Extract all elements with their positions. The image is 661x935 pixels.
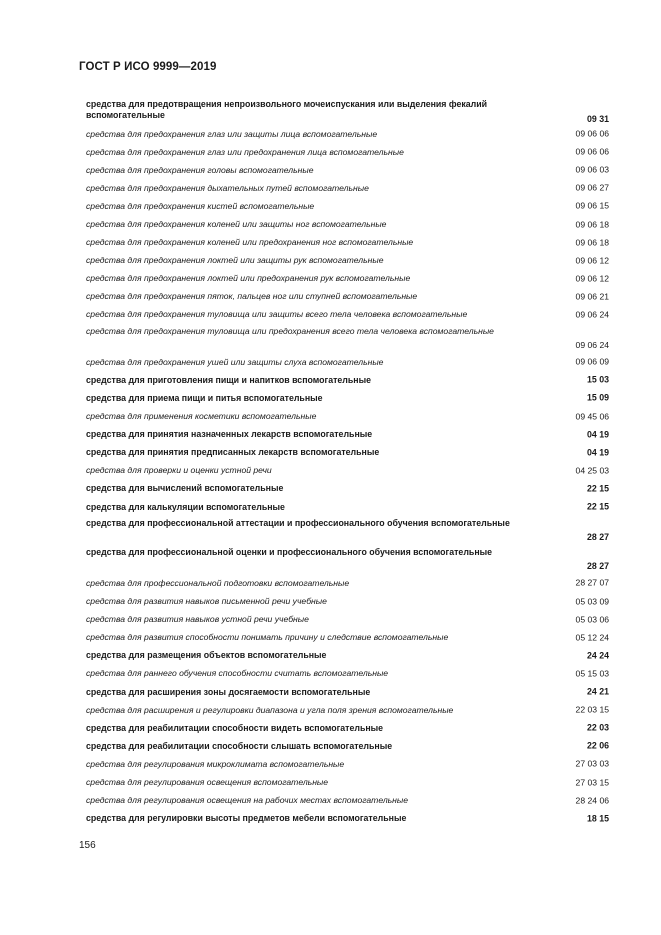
index-entry <box>86 408 609 426</box>
index-entry-code: 05 03 06 <box>575 614 609 625</box>
index-entry-code: 24 24 <box>586 650 609 661</box>
index-entry-term: средства для предохранения дыхательных путей вспомогательные <box>86 182 369 193</box>
index-entry <box>86 143 609 161</box>
index-entry-term: средства для принятия назначенных лекарств вспомогательные <box>86 429 373 440</box>
index-entry-code: 04 19 <box>586 429 609 440</box>
index-entry <box>86 270 609 288</box>
index-entry <box>86 665 609 683</box>
index-entry-term: средства для предохранения головы вспомогательные <box>86 164 314 175</box>
index-entry-code: 09 06 18 <box>575 237 609 248</box>
index-entry <box>86 444 609 462</box>
index-entry-code: 27 03 03 <box>575 758 609 769</box>
index-entry-code: 27 03 15 <box>575 777 609 788</box>
index-entry-term: средства для профессиональной аттестации и профессионального обучения вспомогательные <box>86 518 510 529</box>
index-entry-term: средства для предохранения глаз или защиты лица вспомогательные <box>86 128 378 139</box>
index-entry <box>86 498 609 516</box>
index-entry-term: средства для регулировки высоты предметов мебели вспомогательные <box>86 813 407 824</box>
index-entry <box>86 737 609 755</box>
index-entry-code: 09 06 27 <box>575 182 609 193</box>
index-entry-code: 09 31 <box>586 114 609 124</box>
index-entry-term: средства для предохранения локтей или защиты рук вспомогательные <box>86 255 384 266</box>
index-entry <box>86 810 609 828</box>
index-entry <box>86 480 609 498</box>
index-entry <box>86 125 609 143</box>
index-entry-code: 09 06 03 <box>575 164 609 175</box>
index-entry <box>86 426 609 444</box>
index-entry <box>86 389 609 407</box>
index-entry-term: средства для расширения и регулировки диапазона и угла поля зрения вспомогательные <box>86 704 454 715</box>
index-entry-term: средства для предохранения коленей или предохранения ног вспомогательные <box>86 237 414 248</box>
index-entry-term: средства для предотвращения непроизвольного мочеиспускания или выделения фекалий вспомогательные <box>86 99 488 120</box>
index-entry <box>86 371 609 389</box>
index-entry-term: средства для принятия предписанных лекарств вспомогательные <box>86 447 380 458</box>
index-entry-code: 05 15 03 <box>575 668 609 679</box>
index-entry <box>86 215 609 233</box>
index-entry <box>86 197 609 215</box>
index-entry-term: средства для реабилитации способности видеть вспомогательные <box>86 722 384 733</box>
index-entry-list <box>86 99 609 828</box>
index-entry <box>86 773 609 791</box>
index-entry-term: средства для предохранения ушей или защиты слуха вспомогательные <box>86 356 384 367</box>
index-entry-term: средства для предохранения коленей или защиты ног вспомогательные <box>86 219 387 230</box>
index-entry-code: 09 06 06 <box>575 146 609 157</box>
index-entry-term: средства для предохранения глаз или предохранения лица вспомогательные <box>86 146 404 157</box>
page-number: 156 <box>79 840 96 851</box>
index-entry-term: средства для развития навыков письменной речи учебные <box>86 596 327 607</box>
index-entry-code: 09 06 06 <box>575 128 609 139</box>
index-entry-term: средства для регулирования освещения вспомогательные <box>86 777 329 788</box>
index-entry-term: средства для профессиональной оценки и профессионального обучения вспомогательные <box>86 547 493 558</box>
index-entry <box>86 629 609 647</box>
index-entry-term: средства для предохранения туловища или предохранения всего тела человека вспомогательные <box>86 326 494 337</box>
index-entry-code: 04 25 03 <box>575 465 609 476</box>
index-entry <box>86 179 609 197</box>
index-entry-term: средства для регулирования освещения на рабочих местах вспомогательные <box>86 795 409 806</box>
index-entry-code: 09 06 09 <box>575 356 609 367</box>
index-entry-code: 15 03 <box>586 374 609 385</box>
index-entry-code: 22 03 <box>586 722 609 733</box>
index-entry <box>86 324 609 353</box>
index-entry <box>86 161 609 179</box>
index-entry-term: средства для профессиональной подготовки вспомогательные <box>86 577 350 588</box>
index-entry-code: 28 24 06 <box>575 795 609 806</box>
index-entry-code: 28 27 <box>586 532 609 543</box>
index-entry-code: 05 03 09 <box>575 596 609 607</box>
index-entry-code: 09 06 21 <box>575 291 609 302</box>
index-entry-term: средства для реабилитации способности слышать вспомогательные <box>86 740 393 751</box>
index-entry <box>86 701 609 719</box>
index-entry-code: 09 06 18 <box>575 219 609 230</box>
index-entry <box>86 755 609 773</box>
index-entry <box>86 647 609 665</box>
index-entry-code: 22 03 15 <box>575 704 609 715</box>
index-entry <box>86 593 609 611</box>
index-entry-term: средства для применения косметики вспомогательные <box>86 411 317 422</box>
index-entry <box>86 545 609 574</box>
index-entry <box>86 353 609 371</box>
index-entry-term: средства для регулирования микроклимата вспомогательные <box>86 758 345 769</box>
index-entry-code: 18 15 <box>586 813 609 824</box>
index-entry-code: 09 06 24 <box>575 340 609 351</box>
index-entry-term: средства для развития способности понимать причину и следствие вспомогательные <box>86 632 449 643</box>
index-entry-term: средства для развития навыков устной речи учебные <box>86 614 309 625</box>
index-entry-code: 28 27 <box>586 561 609 572</box>
index-entry-term: средства для размещения объектов вспомогательные <box>86 650 327 661</box>
index-entry-code: 05 12 24 <box>575 632 609 643</box>
index-entry-term: средства для предохранения туловища или защиты всего тела человека вспомогательные <box>86 309 468 320</box>
index-entry <box>86 306 609 324</box>
index-entry-code: 09 06 24 <box>575 309 609 320</box>
index-entry-code: 15 09 <box>586 392 609 403</box>
index-entry-code: 22 15 <box>586 483 609 494</box>
index-entry <box>86 462 609 480</box>
index-entry <box>86 234 609 252</box>
index-entry-code: 09 45 06 <box>575 411 609 422</box>
index-entry <box>86 252 609 270</box>
index-entry <box>86 792 609 810</box>
index-entry-code: 09 06 12 <box>575 273 609 284</box>
index-entry-term: средства для раннего обучения способности считать вспомогательные <box>86 668 389 679</box>
index-entry-term: средства для проверки и оценки устной речи <box>86 465 272 476</box>
index-entry <box>86 574 609 592</box>
index-entry <box>86 683 609 701</box>
index-entry-code: 22 06 <box>586 740 609 751</box>
index-entry <box>86 719 609 737</box>
document-header: ГОСТ Р ИСО 9999—2019 <box>79 61 217 73</box>
index-entry-code: 09 06 15 <box>575 200 609 211</box>
index-entry <box>86 99 609 125</box>
index-entry <box>86 611 609 629</box>
index-entry-term: средства для калькуляции вспомогательные <box>86 501 285 512</box>
index-entry <box>86 516 609 545</box>
index-entry-code: 22 15 <box>586 501 609 512</box>
index-entry-term: средства для вычислений вспомогательные <box>86 483 284 494</box>
index-entry-term: средства для приготовления пищи и напитков вспомогательные <box>86 374 372 385</box>
index-entry-code: 04 19 <box>586 447 609 458</box>
index-entry <box>86 288 609 306</box>
index-entry-code: 24 21 <box>586 686 609 697</box>
index-entry-term: средства для расширения зоны досягаемости вспомогательные <box>86 686 371 697</box>
index-entry-term: средства для предохранения локтей или предохранения рук вспомогательные <box>86 273 411 284</box>
index-entry-term: средства для приема пищи и питья вспомогательные <box>86 392 323 403</box>
index-entry-term: средства для предохранения кистей вспомогательные <box>86 200 315 211</box>
index-entry-code: 09 06 12 <box>575 255 609 266</box>
index-entry-term: средства для предохранения пяток, пальцев ног или ступней вспомогательные <box>86 291 418 302</box>
index-entry-code: 28 27 07 <box>575 577 609 588</box>
